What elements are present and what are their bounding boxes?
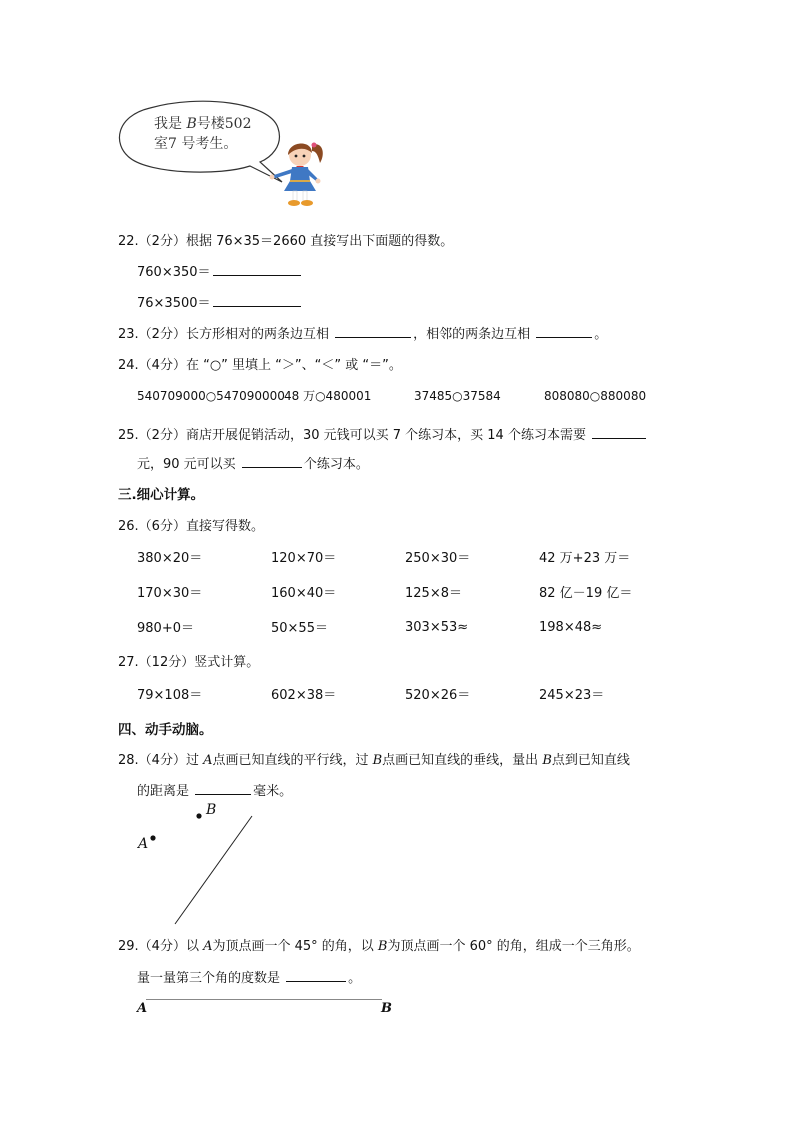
q25-text-3: 个练习本。 xyxy=(303,457,369,472)
question-27-stem: 27.（12分）竖式计算。 xyxy=(118,655,260,670)
q23-text-1: 23.（2分）长方形相对的两条边互相 xyxy=(118,327,334,342)
q29-text-2: 为顶点画一个 45° 的角，以 xyxy=(212,939,378,954)
bubble-text-1b: B xyxy=(186,116,197,132)
q26-r2-c2: 160×40＝ xyxy=(271,586,337,601)
answer-blank-q28[interactable] xyxy=(195,780,251,795)
question-24-stem: 24.（4分）在 “○” 里填上 “＞”、“＜” 或 “＝”。 xyxy=(118,358,402,373)
q27-item-2: 602×38＝ xyxy=(271,688,337,703)
segment-b-label: B xyxy=(381,1001,392,1016)
bubble-text-1c: 号楼502 xyxy=(196,116,252,132)
q24-item-1[interactable]: 540709000○547090000 xyxy=(137,389,285,403)
question-22-item-2 xyxy=(137,292,303,311)
q29-text-5: 。 xyxy=(348,971,362,986)
question-28-line-2 xyxy=(137,780,292,799)
answer-blank-q25-1[interactable] xyxy=(592,424,646,439)
q24-item-4[interactable]: 808080○880080 xyxy=(544,389,647,403)
q26-r3-c3: 303×53≈ xyxy=(405,620,469,635)
q26-r1-c3: 250×30＝ xyxy=(405,551,471,566)
q27-item-1: 79×108＝ xyxy=(137,688,203,703)
q27-item-4: 245×23＝ xyxy=(539,688,605,703)
answer-blank-q25-2[interactable] xyxy=(242,453,302,468)
question-22-stem: 22.（2分）根据 76×35＝2660 直接写出下面题的得数。 xyxy=(118,234,454,249)
point-a-label: A xyxy=(138,836,149,852)
question-28-line-1 xyxy=(118,749,630,768)
question-22-item-1 xyxy=(137,261,303,280)
question-25-line-1 xyxy=(118,424,648,443)
q26-r2-c1: 170×30＝ xyxy=(137,586,203,601)
q26-r3-c4: 198×48≈ xyxy=(539,620,603,635)
q29-text-3: 为顶点画一个 60° 的角，组成一个三角形。 xyxy=(387,939,640,954)
q28-point-b-ref: B xyxy=(372,753,383,768)
q25-text-2: 元，90 元可以买 xyxy=(137,457,240,472)
bubble-text-1a: 我是 xyxy=(154,116,187,132)
question-25-line-2 xyxy=(137,453,369,472)
question-23 xyxy=(118,323,607,342)
question-29-line-1 xyxy=(118,935,640,954)
q28-text-3: 点画已知直线的垂线，量出 xyxy=(382,753,543,768)
question-26-stem: 26.（6分）直接写得数。 xyxy=(118,519,264,534)
q28-point-b-ref-2: B xyxy=(542,753,552,768)
q24-item-2[interactable]: 48 万○480001 xyxy=(284,389,372,403)
q24-item-3[interactable]: 37485○37584 xyxy=(414,389,501,403)
q26-r1-c1: 380×20＝ xyxy=(137,551,203,566)
q28-geometry-figure[interactable] xyxy=(130,800,270,930)
q28-text-1: 28.（4分）过 xyxy=(118,753,204,768)
girl-character-icon xyxy=(260,135,340,215)
answer-blank-q22-2[interactable] xyxy=(213,292,301,307)
speech-bubble-text xyxy=(154,114,251,154)
segment-a-label: A xyxy=(137,1001,148,1016)
question-29-line-2 xyxy=(137,967,361,986)
q22-expression-1: 760×350＝ xyxy=(137,265,211,280)
q26-r3-c1: 980+0＝ xyxy=(137,621,194,636)
q28-point-a-ref: A xyxy=(203,753,213,768)
point-b-dot xyxy=(196,813,201,818)
speech-illustration xyxy=(110,100,350,215)
q23-text-2: ，相邻的两条边互相 xyxy=(413,327,535,342)
q28-text-4: 点到已知直线 xyxy=(551,753,630,768)
section-4-title: 四、动手动脑。 xyxy=(118,722,213,738)
q26-r3-c2: 50×55＝ xyxy=(271,621,328,636)
q26-r1-c4: 42 万+23 万＝ xyxy=(539,551,631,566)
q29-point-a-ref: A xyxy=(203,939,213,954)
q28-text-5: 的距离是 xyxy=(137,784,194,799)
q29-point-b-ref: B xyxy=(377,939,388,954)
q26-r2-c4: 82 亿－19 亿＝ xyxy=(539,586,633,601)
point-b-label: B xyxy=(206,802,217,818)
answer-blank-q22-1[interactable] xyxy=(213,261,301,276)
point-a-dot xyxy=(150,835,155,840)
segment-ab[interactable] xyxy=(146,999,382,1000)
answer-blank-q23-2[interactable] xyxy=(536,323,592,338)
section-3-title: 三.细心计算。 xyxy=(118,487,205,503)
given-straight-line xyxy=(175,816,252,924)
bubble-text-2: 室7 号考生。 xyxy=(154,136,238,152)
q29-text-1: 29.（4分）以 xyxy=(118,939,204,954)
q22-expression-2: 76×3500＝ xyxy=(137,296,211,311)
q23-text-3: 。 xyxy=(594,327,608,342)
answer-blank-q23-1[interactable] xyxy=(335,323,411,338)
q27-item-3: 520×26＝ xyxy=(405,688,471,703)
q25-text-1: 25.（2分）商店开展促销活动，30 元钱可以买 7 个练习本，买 14 个练习本需要 xyxy=(118,428,591,443)
q29-text-4: 量一量第三个角的度数是 xyxy=(137,971,285,986)
answer-blank-q29[interactable] xyxy=(286,967,346,982)
q26-r2-c3: 125×8＝ xyxy=(405,586,462,601)
q26-r1-c2: 120×70＝ xyxy=(271,551,337,566)
q28-text-6: 毫米。 xyxy=(253,784,293,799)
q28-text-2: 点画已知直线的平行线，过 xyxy=(212,753,373,768)
